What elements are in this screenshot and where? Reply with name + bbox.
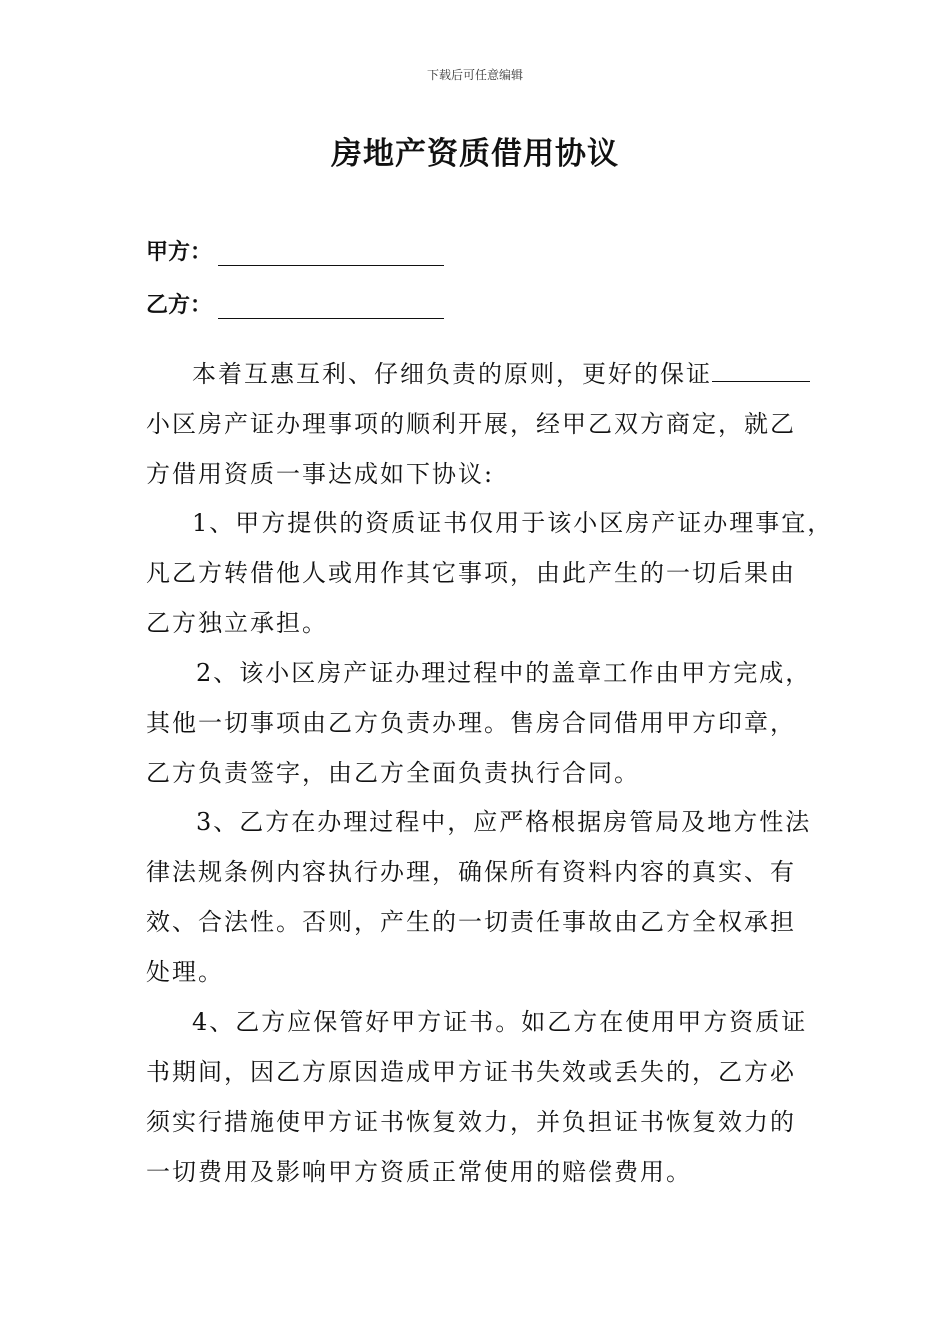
intro-line: 小区房产证办理事项的顺利开展，经甲乙双方商定，就乙 bbox=[146, 410, 796, 438]
clause-line: 3、乙方在办理过程中，应严格根据房管局及地方性法 bbox=[196, 808, 812, 836]
header-note: 下载后可任意编辑 bbox=[426, 68, 523, 82]
party-b-field bbox=[146, 283, 444, 319]
intro-line: 方借用资质一事达成如下协议: bbox=[146, 460, 495, 488]
clause-line: 乙方负责签字，由乙方全面负责执行合同。 bbox=[146, 759, 640, 787]
clause-line: 一切费用及影响甲方资质正常使用的赔偿费用。 bbox=[146, 1158, 692, 1186]
intro-paragraph bbox=[146, 349, 810, 499]
clause-line: 其他一切事项由乙方负责办理。售房合同借用甲方印章， bbox=[146, 709, 796, 737]
intro-line bbox=[146, 349, 810, 399]
clause-2 bbox=[146, 648, 810, 798]
clause-line: 律法规条例内容执行办理，确保所有资料内容的真实、有 bbox=[146, 858, 796, 886]
party-a-blank-line bbox=[218, 239, 444, 266]
clause-line: 须实行措施使甲方证书恢复效力，并负担证书恢复效力的 bbox=[146, 1108, 796, 1136]
clause-line: 处理。 bbox=[146, 958, 224, 986]
party-a-field bbox=[146, 230, 444, 266]
document-title: 房地产资质借用协议 bbox=[331, 136, 619, 172]
party-b-label: 乙方： bbox=[146, 292, 213, 318]
clause-4 bbox=[146, 997, 810, 1197]
community-name-blank bbox=[712, 359, 810, 382]
clause-line: 效、合法性。否则，产生的一切责任事故由乙方全权承担 bbox=[146, 908, 796, 936]
clause-line: 1、甲方提供的资质证书仅用于该小区房产证办理事宜， bbox=[192, 509, 834, 537]
party-b-blank-line bbox=[218, 292, 444, 319]
clause-3 bbox=[146, 797, 810, 997]
clause-line: 2、该小区房产证办理过程中的盖章工作由甲方完成， bbox=[196, 659, 812, 687]
clause-line: 书期间，因乙方原因造成甲方证书失效或丢失的，乙方必 bbox=[146, 1058, 796, 1086]
clause-line: 凡乙方转借他人或用作其它事项，由此产生的一切后果由 bbox=[146, 559, 796, 587]
clause-1 bbox=[146, 498, 834, 648]
party-a-label: 甲方： bbox=[146, 239, 213, 265]
clause-line: 乙方独立承担。 bbox=[146, 609, 328, 637]
intro-text: 本着互惠互利、仔细负责的原则，更好的保证 bbox=[192, 360, 712, 388]
clause-line: 4、乙方应保管好甲方证书。如乙方在使用甲方资质证 bbox=[192, 1008, 808, 1036]
